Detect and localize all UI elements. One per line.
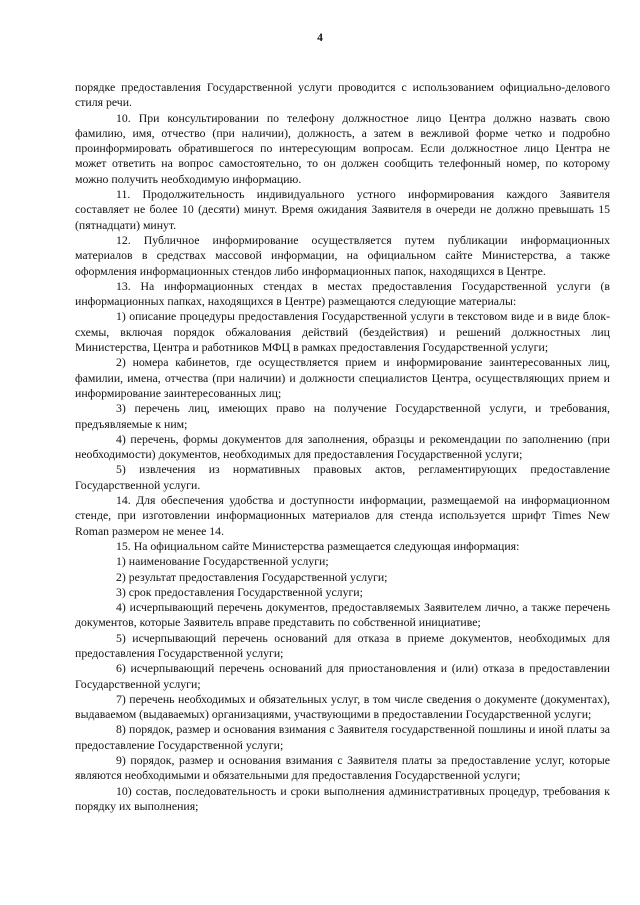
list-item: 2) номера кабинетов, где осуществляется прием и информирование заинтересованных лиц, фамилии, имена, отчества (при наличии) и должности специалистов Центра, осуществляющих прием и информирование заинтересованных лиц;: [75, 355, 610, 400]
list-item: 4) перечень, формы документов для заполнения, образцы и рекомендации по заполнению (при необходимости) документов, необходимых для предоставления Государственной услуги;: [75, 431, 610, 462]
document-body: [75, 80, 610, 814]
list-item: 5) исчерпывающий перечень оснований для отказа в приеме документов, необходимых для предоставления Государственной услуги;: [75, 630, 610, 660]
list-item: 9) порядок, размер и основания взимания с Заявителя платы за предоставление услуг, которые являются необходимыми и обязательными для предоставления Государственной услуги;: [75, 753, 610, 783]
paragraph-item-10: 10. При консультировании по телефону должностное лицо Центра должно назвать свою фамилию, имя, отчество (при наличии), должность, а затем в вежливой форме четко и подробно проинформировать обратившегося по интересующим вопросам. Если должностное лицо Центра не может ответить на вопрос самостоятельно, то он должен сообщить телефонный номер, по которому можно получить необходимую информацию.: [75, 110, 610, 186]
paragraph-item-15: 15. На официальном сайте Министерства размещается следующая информация:: [116, 538, 520, 553]
paragraph-item-11: 11. Продолжительность индивидуального устного информирования каждого Заявителя составляет не более 10 (десяти) минут. Время ожидания Заявителя в очереди не должно превышать 15 (пятнадцати) минут.: [75, 187, 610, 232]
paragraph-item-13: 13. На информационных стендах в местах предоставления Государственной услуги (в информационных папках, находящихся в Центре) размещаются следующие материалы:: [75, 278, 610, 309]
list-item: 8) порядок, размер и основания взимания с Заявителя государственной пошлины и иной платы за предоставление Государственной услуги;: [75, 722, 610, 752]
list-item: 4) исчерпывающий перечень документов, предоставляемых Заявителем лично, а также перечень документов, которые Заявитель вправе представить по собственной инициативе;: [75, 600, 610, 630]
page-number: 4: [317, 32, 323, 44]
paragraph-item-14: 14. Для обеспечения удобства и доступности информации, размещаемой на информационном стенде, при изготовлении информационных материалов для стенда используется шрифт Times New Roman размером не менее 14.: [75, 493, 610, 538]
list-item: 1) наименование Государственной услуги;: [116, 554, 329, 569]
list-item: 5) извлечения из нормативных правовых актов, регламентирующих предоставление Государственной услуги.: [75, 462, 610, 492]
list-item: 6) исчерпывающий перечень оснований для приостановления и (или) отказа в предоставлении Государственной услуги;: [75, 661, 610, 691]
list-item: 3) срок предоставления Государственной услуги;: [116, 584, 363, 599]
list-item: 7) перечень необходимых и обязательных услуг, в том числе сведения о документе (документах), выдаваемом (выдаваемых) организациями, участвующими в предоставлении Государственной услуги;: [75, 691, 610, 722]
list-item: 3) перечень лиц, имеющих право на получение Государственной услуги, и требования, предъявляемые к ним;: [75, 401, 610, 431]
list-item: 1) описание процедуры предоставления Государственной услуги в текстовом виде и в виде блок-схемы, включая порядок обжалования действий (бездействия) и решений должностных лиц Министерства, Центра и работников МФЦ в рамках предоставления Государственной услуги;: [75, 309, 610, 355]
list-item: 10) состав, последовательность и сроки выполнения административных процедур, требования к порядку их выполнения;: [75, 783, 610, 813]
list-item: 2) результат предоставления Государственной услуги;: [116, 569, 388, 584]
paragraph-continuation: порядке предоставления Государственной услуги проводится с использованием официально-делового стиля речи.: [75, 80, 610, 110]
paragraph-item-12: 12. Публичное информирование осуществляется путем публикации информационных материалов в средствах массовой информации, на официальном сайте Министерства, а также оформления информационных стендов либо информационных папок, находящихся в Центре.: [75, 232, 610, 278]
